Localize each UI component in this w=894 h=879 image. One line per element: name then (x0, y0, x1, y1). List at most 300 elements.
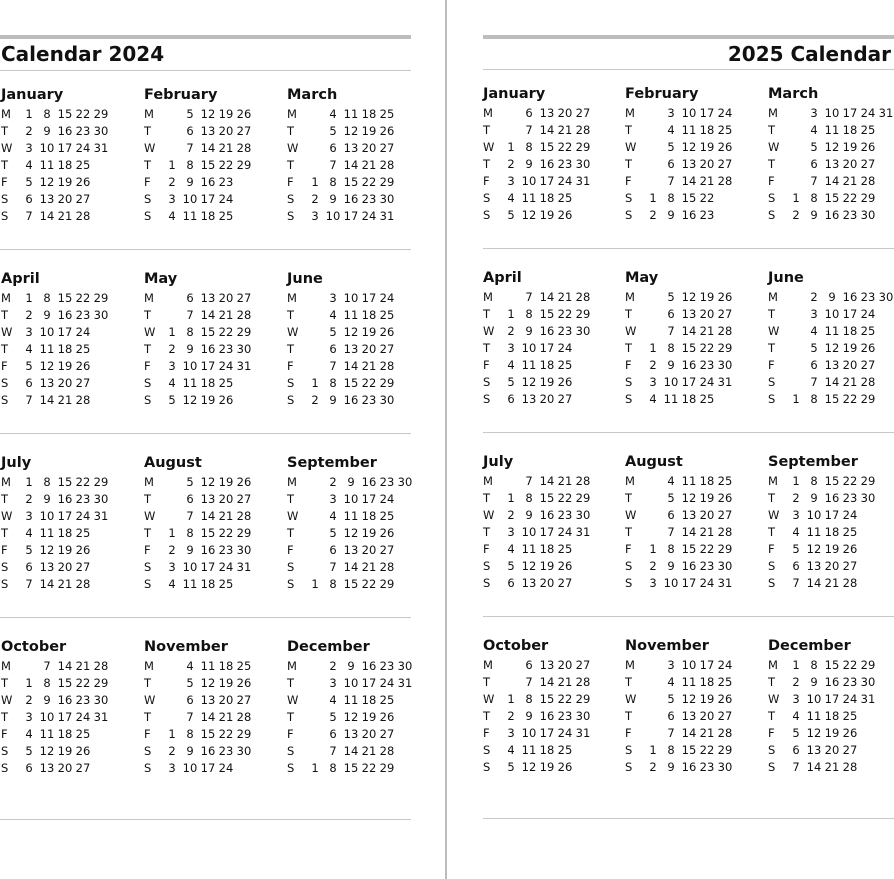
day-number: 23 (75, 124, 91, 138)
weekday-letter: F (483, 174, 490, 188)
day-number: 1 (25, 475, 33, 489)
day-number: 7 (329, 744, 337, 758)
week-row (483, 657, 623, 674)
weekday-letter: S (287, 744, 295, 758)
day-number: 26 (75, 744, 91, 758)
weekday-letter: W (768, 508, 780, 522)
day-number: 17 (200, 560, 216, 574)
day-number (92, 208, 110, 225)
day-number: 10 (681, 106, 697, 120)
day-number: 2 (329, 475, 337, 489)
day-number: 27 (379, 543, 395, 557)
day-number: 28 (75, 393, 91, 407)
day-number: 2 (507, 324, 515, 338)
week-row (483, 708, 623, 725)
weekday-letter: M (483, 658, 493, 672)
day-number: 23 (75, 308, 91, 322)
day-number: 29 (717, 743, 733, 757)
day-number: 19 (539, 760, 555, 774)
week-row (1, 658, 141, 675)
day-number: 10 (343, 676, 359, 690)
weekday-letter: W (1, 325, 13, 339)
weekday-letter: M (144, 291, 154, 305)
weekday-letter: S (483, 392, 491, 406)
weekday-letter: S (768, 375, 776, 389)
day-number: 19 (57, 359, 73, 373)
day-number: 19 (699, 692, 715, 706)
day-number: 7 (43, 659, 51, 673)
weekday-letter: S (768, 559, 776, 573)
day-number: 23 (379, 475, 395, 489)
week-row (625, 357, 765, 374)
day-number: 10 (521, 341, 537, 355)
day-number: 17 (57, 509, 73, 523)
week-row (287, 191, 427, 208)
day-number: 28 (236, 509, 252, 523)
week-row (483, 173, 623, 190)
day-number: 9 (186, 342, 194, 356)
day-number: 3 (168, 560, 176, 574)
day-number: 11 (663, 392, 679, 406)
week-row (287, 709, 427, 726)
day-number (644, 139, 662, 156)
day-number (306, 525, 324, 542)
day-number: 3 (649, 375, 657, 389)
day-number: 13 (681, 709, 697, 723)
day-number: 24 (860, 106, 876, 120)
day-number: 5 (810, 140, 818, 154)
day-number: 29 (379, 376, 395, 390)
day-number: 5 (168, 393, 176, 407)
week-row (768, 207, 894, 224)
day-number: 14 (343, 744, 359, 758)
day-number: 22 (842, 474, 858, 488)
month-block (144, 638, 284, 777)
month-block (1, 638, 141, 777)
day-number (306, 123, 324, 140)
day-number: 14 (681, 525, 697, 539)
day-number: 1 (792, 392, 800, 406)
week-row (625, 558, 765, 575)
month-block (287, 638, 427, 777)
week-row (483, 190, 623, 207)
day-number: 30 (860, 491, 876, 505)
top-gray-bar (483, 35, 894, 39)
day-number: 25 (379, 693, 395, 707)
week-row (625, 190, 765, 207)
month-name: November (144, 639, 228, 655)
month-name: August (144, 455, 202, 471)
weekday-letter: S (144, 560, 152, 574)
day-number: 23 (699, 358, 715, 372)
week-row (287, 559, 427, 576)
weekday-letter: W (1, 693, 13, 707)
day-number: 11 (343, 693, 359, 707)
day-number: 30 (379, 393, 395, 407)
day-number (306, 692, 324, 709)
day-number: 15 (539, 491, 555, 505)
week-row (1, 375, 141, 392)
day-number: 6 (507, 392, 515, 406)
day-number: 23 (699, 208, 715, 222)
day-number: 4 (792, 525, 800, 539)
week-row (625, 524, 765, 541)
day-number: 25 (842, 525, 858, 539)
day-number: 8 (525, 491, 533, 505)
day-number: 16 (343, 393, 359, 407)
weekday-letter: W (1, 509, 13, 523)
weekday-letter: F (287, 543, 294, 557)
week-row (1, 208, 141, 225)
day-number (644, 507, 662, 524)
day-number: 27 (557, 576, 573, 590)
day-number: 20 (218, 124, 234, 138)
day-number: 28 (717, 324, 733, 338)
day-number: 1 (507, 491, 515, 505)
day-number: 12 (200, 475, 216, 489)
day-number: 6 (667, 307, 675, 321)
day-number: 31 (878, 106, 894, 120)
day-number: 8 (43, 676, 51, 690)
day-number: 12 (806, 726, 822, 740)
day-number: 15 (824, 474, 840, 488)
weekday-letter: T (768, 123, 776, 137)
month-block (625, 453, 765, 592)
day-number: 3 (329, 492, 337, 506)
day-number: 22 (75, 107, 91, 121)
day-number (92, 559, 110, 576)
week-row (483, 306, 623, 323)
day-number: 20 (218, 291, 234, 305)
weekday-letter: T (144, 526, 152, 540)
month-block (144, 86, 284, 225)
day-number: 5 (25, 744, 33, 758)
day-number: 15 (681, 191, 697, 205)
day-number: 30 (93, 124, 109, 138)
week-row (768, 306, 894, 323)
month-block (144, 270, 284, 409)
week-row (768, 374, 894, 391)
day-number: 29 (575, 692, 591, 706)
day-number: 2 (792, 491, 800, 505)
day-number (877, 323, 894, 340)
day-number: 16 (57, 124, 73, 138)
day-number (644, 122, 662, 139)
day-number: 19 (842, 341, 858, 355)
day-number: 4 (329, 693, 337, 707)
day-number: 26 (379, 526, 395, 540)
day-number: 28 (717, 726, 733, 740)
day-number: 18 (361, 509, 377, 523)
weekday-letter: W (144, 693, 156, 707)
week-row (768, 190, 894, 207)
weekday-letter: S (625, 191, 633, 205)
week-row (768, 391, 894, 408)
day-number (163, 508, 181, 525)
day-number: 9 (810, 208, 818, 222)
day-number: 3 (649, 576, 657, 590)
week-row (287, 341, 427, 358)
month-block (1, 86, 141, 225)
day-number: 17 (681, 576, 697, 590)
day-number (877, 357, 894, 374)
day-number: 20 (842, 157, 858, 171)
weekday-letter: T (287, 710, 295, 724)
day-number (163, 106, 181, 123)
day-number: 30 (93, 308, 109, 322)
day-number (163, 692, 181, 709)
week-row (1, 174, 141, 191)
weekday-letter: F (287, 359, 294, 373)
day-number (235, 760, 253, 777)
day-number: 12 (681, 290, 697, 304)
day-number: 12 (681, 491, 697, 505)
day-number: 30 (717, 760, 733, 774)
day-number: 7 (792, 760, 800, 774)
weekday-letter: W (144, 509, 156, 523)
weekday-letter: S (144, 209, 152, 223)
day-number: 26 (75, 175, 91, 189)
day-number: 8 (525, 307, 533, 321)
day-number: 26 (75, 359, 91, 373)
day-number: 29 (575, 307, 591, 321)
week-row (1, 157, 141, 174)
day-number: 30 (717, 358, 733, 372)
day-number: 19 (218, 475, 234, 489)
day-number: 4 (507, 743, 515, 757)
day-number: 20 (824, 559, 840, 573)
day-number: 12 (824, 140, 840, 154)
day-number: 19 (824, 726, 840, 740)
weekday-letter: W (625, 508, 637, 522)
month-block (483, 85, 623, 224)
day-number: 28 (379, 359, 395, 373)
day-number: 12 (200, 107, 216, 121)
day-number: 1 (792, 474, 800, 488)
week-row (287, 157, 427, 174)
weekday-letter: W (768, 140, 780, 154)
week-row (144, 726, 284, 743)
day-number: 19 (57, 744, 73, 758)
day-number: 29 (236, 727, 252, 741)
day-number (787, 340, 805, 357)
day-number: 27 (860, 157, 876, 171)
day-number: 6 (667, 709, 675, 723)
month-name: June (768, 270, 804, 286)
day-number: 16 (200, 543, 216, 557)
day-number (306, 474, 324, 491)
day-number: 9 (186, 543, 194, 557)
day-number: 13 (539, 658, 555, 672)
day-number: 8 (329, 376, 337, 390)
weekday-letter: F (768, 542, 775, 556)
day-number: 8 (329, 175, 337, 189)
day-number: 27 (379, 141, 395, 155)
day-number: 26 (379, 325, 395, 339)
day-number: 10 (182, 560, 198, 574)
weekday-letter: S (483, 559, 491, 573)
day-number: 7 (525, 474, 533, 488)
day-number: 1 (25, 291, 33, 305)
weekday-letter: T (1, 676, 9, 690)
day-number: 27 (236, 291, 252, 305)
day-number: 21 (218, 308, 234, 322)
day-number: 28 (860, 174, 876, 188)
day-number: 27 (75, 376, 91, 390)
day-number: 2 (649, 208, 657, 222)
day-number: 15 (343, 376, 359, 390)
day-number (574, 190, 592, 207)
day-number (396, 576, 414, 593)
month-block (287, 270, 427, 409)
day-number: 3 (25, 710, 33, 724)
day-number: 13 (806, 743, 822, 757)
weekday-letter: S (1, 192, 9, 206)
day-number: 29 (575, 491, 591, 505)
day-number (92, 760, 110, 777)
day-number: 7 (25, 393, 33, 407)
weekday-letter: S (144, 761, 152, 775)
day-number: 1 (311, 761, 319, 775)
day-number (644, 657, 662, 674)
month-name: December (287, 639, 370, 655)
title-underline (0, 70, 411, 71)
week-row (483, 759, 623, 776)
week-row (1, 675, 141, 692)
day-number: 11 (343, 107, 359, 121)
day-number: 2 (810, 290, 818, 304)
week-row (1, 106, 141, 123)
weekday-letter: S (287, 577, 295, 591)
week-row (625, 374, 765, 391)
day-number: 18 (539, 358, 555, 372)
weekday-letter: W (625, 140, 637, 154)
day-number: 7 (667, 174, 675, 188)
week-row (625, 289, 765, 306)
day-number: 28 (575, 123, 591, 137)
day-number: 21 (699, 174, 715, 188)
day-number: 15 (539, 140, 555, 154)
month-name: September (287, 455, 377, 471)
day-number (163, 658, 181, 675)
day-number: 13 (824, 358, 840, 372)
day-number: 24 (218, 560, 234, 574)
day-number: 9 (43, 308, 51, 322)
week-row (625, 139, 765, 156)
day-number: 31 (379, 209, 395, 223)
day-number: 21 (361, 744, 377, 758)
day-number: 9 (43, 693, 51, 707)
weekday-letter: S (287, 761, 295, 775)
day-number: 6 (186, 291, 194, 305)
week-row (144, 559, 284, 576)
day-number: 4 (168, 376, 176, 390)
weekday-letter: F (483, 358, 490, 372)
day-number: 1 (168, 325, 176, 339)
week-row (1, 576, 141, 593)
day-number: 18 (200, 209, 216, 223)
day-number: 23 (361, 393, 377, 407)
week-row (483, 541, 623, 558)
month-block (625, 269, 765, 408)
day-number: 13 (681, 157, 697, 171)
day-number: 13 (39, 376, 55, 390)
week-row (483, 207, 623, 224)
day-number (787, 139, 805, 156)
day-number: 21 (699, 525, 715, 539)
day-number: 2 (311, 393, 319, 407)
day-number (92, 743, 110, 760)
day-number: 16 (681, 559, 697, 573)
day-number: 8 (43, 291, 51, 305)
day-number: 24 (860, 307, 876, 321)
day-number: 31 (236, 359, 252, 373)
day-number: 9 (186, 175, 194, 189)
day-number: 28 (236, 710, 252, 724)
day-number: 9 (329, 393, 337, 407)
week-row (287, 174, 427, 191)
day-number: 22 (557, 140, 573, 154)
day-number (306, 658, 324, 675)
day-number: 16 (200, 744, 216, 758)
weekday-letter: S (483, 375, 491, 389)
day-number (574, 207, 592, 224)
day-number: 7 (25, 209, 33, 223)
day-number: 2 (649, 760, 657, 774)
day-number: 11 (806, 709, 822, 723)
day-number: 16 (57, 492, 73, 506)
day-number: 19 (361, 124, 377, 138)
day-number: 4 (329, 509, 337, 523)
day-number: 12 (521, 375, 537, 389)
weekday-letter: T (768, 341, 776, 355)
day-number: 1 (168, 158, 176, 172)
day-number: 13 (681, 307, 697, 321)
day-number: 30 (575, 157, 591, 171)
day-number (644, 708, 662, 725)
day-number: 1 (649, 542, 657, 556)
day-number: 2 (25, 124, 33, 138)
day-number: 11 (521, 743, 537, 757)
week-row (1, 542, 141, 559)
weekday-letter: W (483, 140, 495, 154)
weekday-letter: T (625, 709, 633, 723)
day-number (235, 392, 253, 409)
day-number: 15 (824, 191, 840, 205)
day-number: 14 (681, 726, 697, 740)
weekday-letter: S (287, 376, 295, 390)
week-row (483, 391, 623, 408)
day-number: 26 (557, 375, 573, 389)
day-number: 15 (200, 727, 216, 741)
day-number: 8 (667, 743, 675, 757)
weekday-letter: T (1, 526, 9, 540)
day-number (574, 340, 592, 357)
day-number: 25 (717, 474, 733, 488)
weekday-letter: W (144, 141, 156, 155)
day-number: 3 (25, 509, 33, 523)
day-number (20, 658, 38, 675)
week-row (144, 358, 284, 375)
weekday-letter: M (483, 474, 493, 488)
day-number: 6 (329, 543, 337, 557)
day-number: 6 (25, 761, 33, 775)
week-row (768, 524, 894, 541)
weekday-letter: F (625, 726, 632, 740)
day-number: 1 (25, 107, 33, 121)
day-number: 6 (792, 559, 800, 573)
day-number: 31 (575, 726, 591, 740)
